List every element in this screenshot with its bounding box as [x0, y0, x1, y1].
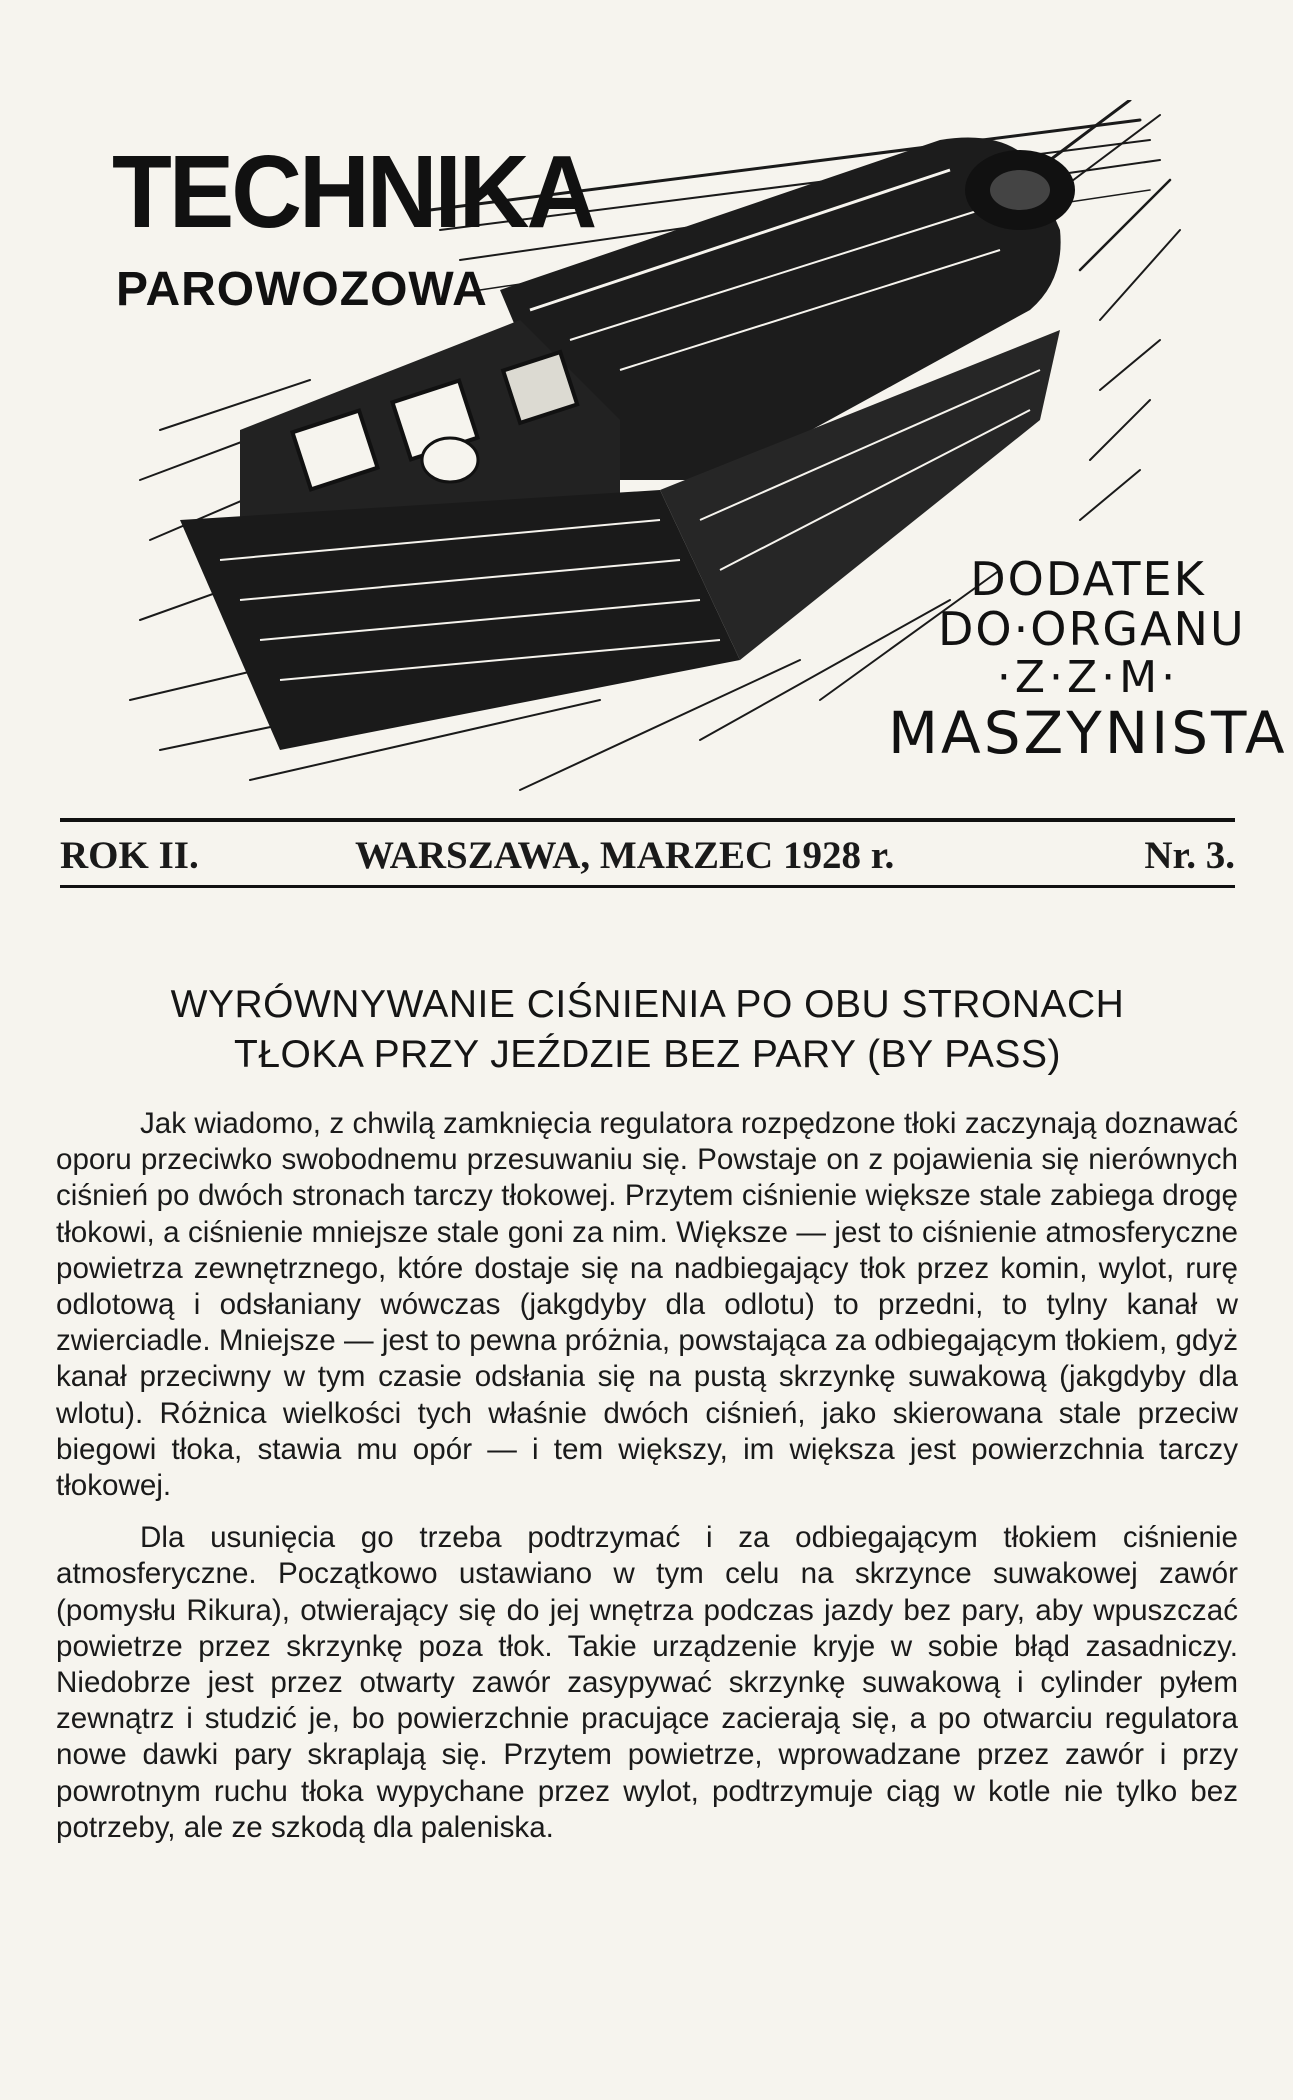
supplement-line-3: ·Z·Z·M·: [996, 652, 1180, 704]
headline-line-2: TŁOKA PRZY JEŹDZIE BEZ PARY (BY PASS): [234, 1033, 1061, 1076]
headline-line-1: WYRÓWNYWANIE CIŚNIENIA PO OBU STRONACH: [170, 983, 1125, 1026]
issue-info-line: [60, 833, 1235, 881]
article-headline: [60, 980, 1235, 1080]
header-rule-top: [60, 818, 1235, 822]
supplement-line-2: DO·ORGANU: [938, 601, 1246, 656]
masthead-subtitle: PAROWOZOWA: [116, 263, 488, 316]
paragraph: Dla usunięcia go trzeba podtrzymać i za odbiegającym tłokiem ciśnienie atmosferyczne. Początkowo ustawiano w tym celu na skrzynce suwakowej zawór (pomysłu Rikura), otwierający się do jej wnętrza podczas jazdy bez pary, aby wpuszczać powietrze przez skrzynkę poza tłok. Takie urządzenie kryje w sobie błąd zasadniczy. Niedobrze jest przez otwarty zawór zasypywać skrzynkę suwakową i cylinder pyłem zewnątrz i studzić je, bo powierzchnie pracujące zacierają się, a po otwarciu regulatora nowe dawki pary skraplają się. Przytem powietrze, wprowadzane przez zawór i przy powrotnym ruchu tłoka wypychane przez wylot, podtrzymuje ciąg w kotle nie tylko bez potrzeby, ale ze szkodą dla paleniska.: [56, 1521, 1238, 1844]
masthead-title: TECHNIKA: [112, 133, 595, 250]
issue-year: ROK II.: [60, 834, 199, 877]
supplement-line-1: DODATEK: [970, 552, 1206, 606]
article-body: [56, 1106, 1238, 1846]
supplement-note: [888, 552, 1288, 767]
paragraph: Jak wiadomo, z chwilą zamknięcia regulatora rozpędzone tłoki zaczynają doznawać oporu przeciwko swobodnemu przesuwaniu się. Powstaje on z pojawienia się nierównych ciśnień po dwóch stronach tarczy tłokowej. Przytem ciśnienie większe stale zabiega drogę tłokowi, a ciśnienie mniejsze stale goni za nim. Większe — jest to ciśnienie atmosferyczne powietrza zewnętrznego, które dostaje się na nadbiegający tłok przez komin, wylot, rurę odlotową i odsłaniany wówczas (jakgdyby dla odlotu) to przedni, to tylny kanał w zwierciadle. Mniejsze — jest to pewna próżnia, powstająca za odbiegającym tłokiem, gdyż kanał przeciwny w tym czasie odsłania się na pustą skrzynkę suwakową (jakgdyby dla wlotu). Różnica wielkości tych właśnie dwóch ciśnień, jako skierowana stale przeciw biegowi tłoka, stawia mu opór — i tem większy, im większa jest powierzchnia tarczy tłokowej.: [56, 1107, 1238, 1503]
supplement-line-4: MASZYNISTA: [888, 698, 1288, 767]
issue-place-date: WARSZAWA, MARZEC 1928 r.: [355, 834, 895, 877]
header-rule-bottom: [60, 885, 1235, 888]
issue-number: Nr. 3.: [1144, 834, 1235, 877]
masthead: [100, 100, 1288, 800]
